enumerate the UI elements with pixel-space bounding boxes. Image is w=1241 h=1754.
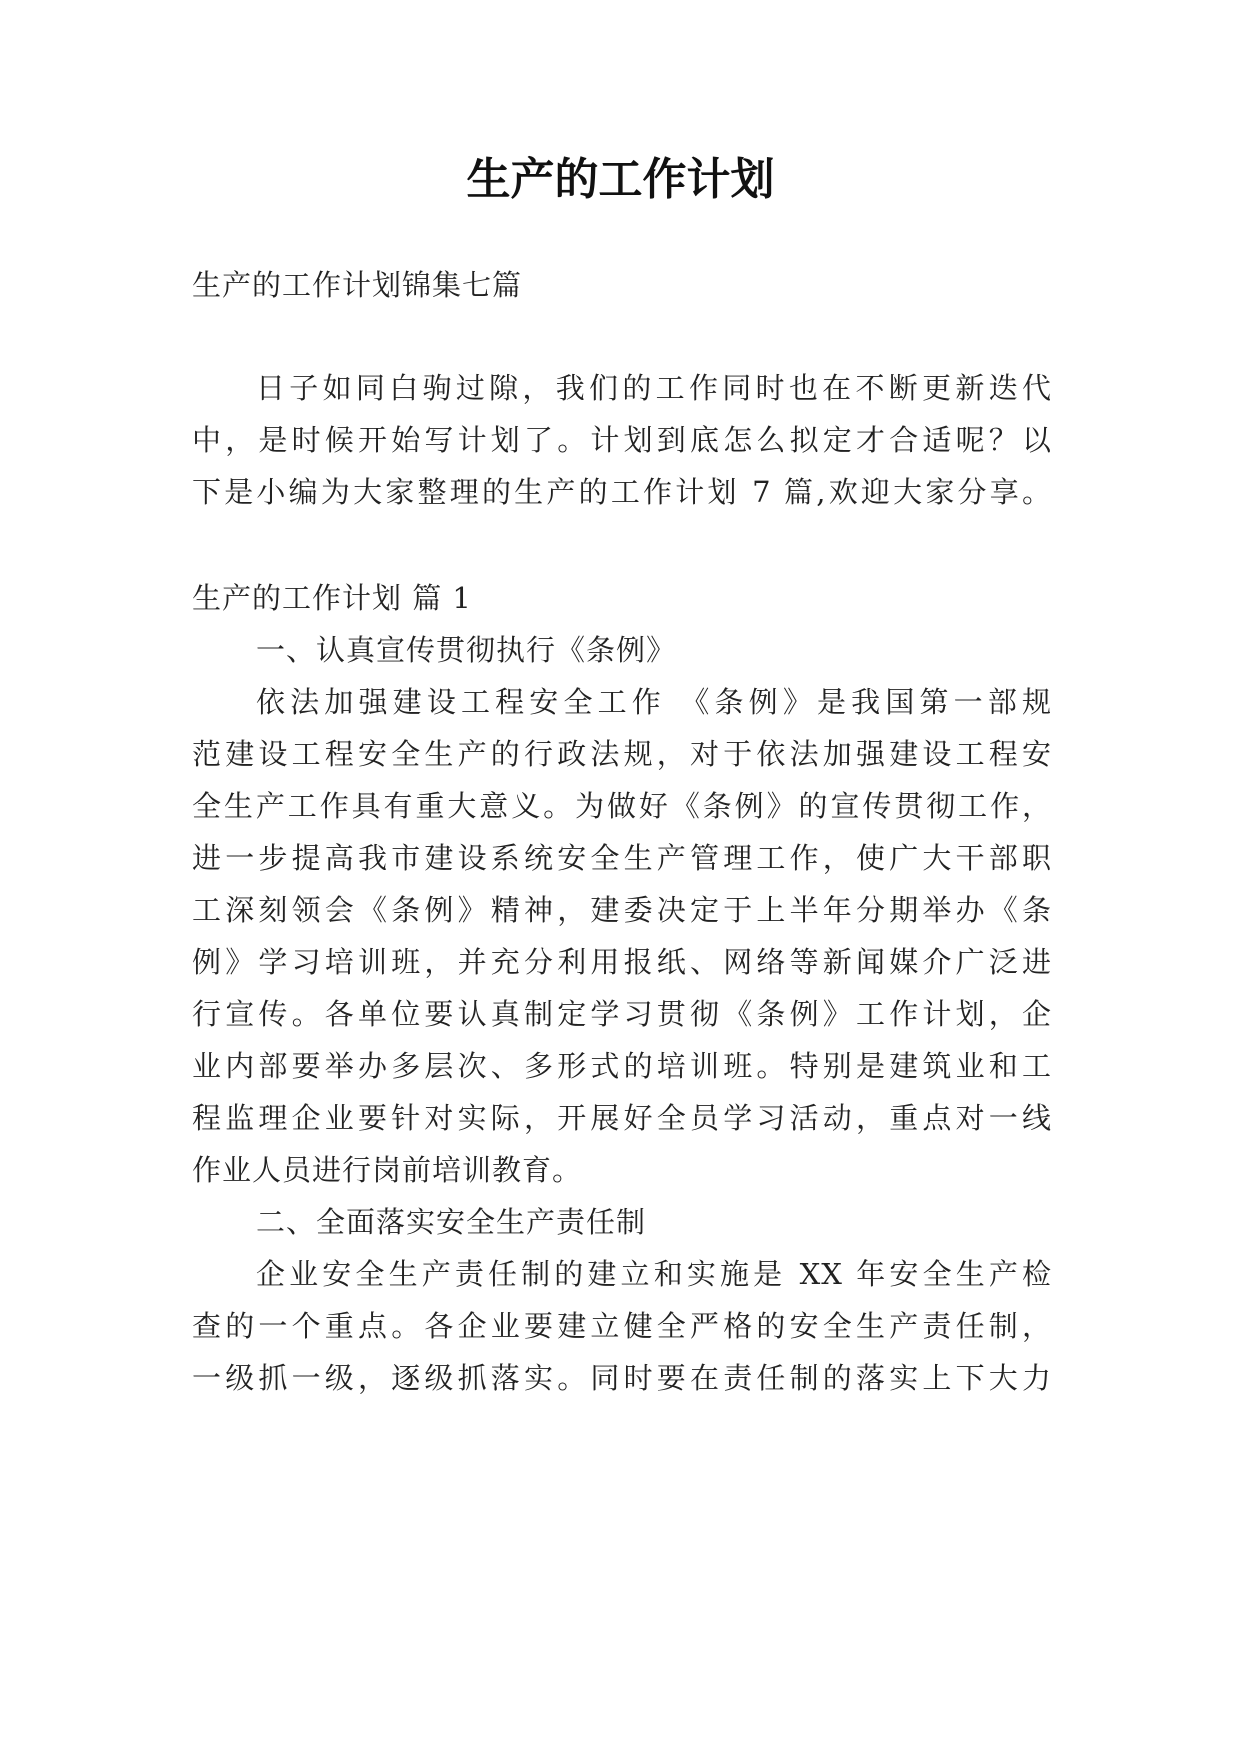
subtitle-line: 生产的工作计划锦集七篇 <box>192 268 523 302</box>
paragraph-line: 例》学习培训班，并充分利用报纸、网络等新闻媒介广泛进 <box>192 945 1052 979</box>
paragraph-line: 范建设工程安全生产的行政法规，对于依法加强建设工程安 <box>192 737 1052 771</box>
paragraph-line: 依法加强建设工程安全工作 《条例》是我国第一部规 <box>256 685 1052 719</box>
paragraph-line: 企业安全生产责任制的建立和实施是 XX 年安全生产检 <box>256 1257 1052 1291</box>
paragraph-line: 下是小编为大家整理的生产的工作计划 7 篇,欢迎大家分享。 <box>192 475 1052 509</box>
section-heading: 生产的工作计划 篇 1 <box>192 581 472 615</box>
paragraph-line: 一级抓一级，逐级抓落实。同时要在责任制的落实上下大力 <box>192 1361 1052 1395</box>
paragraph-line: 工深刻领会《条例》精神，建委决定于上半年分期举办《条 <box>192 893 1052 927</box>
paragraph-line: 全生产工作具有重大意义。为做好《条例》的宣传贯彻工作， <box>192 789 1052 823</box>
paragraph-line: 业内部要举办多层次、多形式的培训班。特别是建筑业和工 <box>192 1049 1052 1083</box>
subsection-heading: 二、全面落实安全生产责任制 <box>256 1205 647 1239</box>
paragraph-line: 作业人员进行岗前培训教育。 <box>192 1153 583 1187</box>
paragraph-line: 中，是时候开始写计划了。计划到底怎么拟定才合适呢？以 <box>192 423 1052 457</box>
subsection-heading: 一、认真宣传贯彻执行《条例》 <box>256 633 677 667</box>
document-title: 生产的工作计划 <box>466 154 775 205</box>
paragraph-line: 程监理企业要针对实际，开展好全员学习活动，重点对一线 <box>192 1101 1052 1135</box>
paragraph-line: 进一步提高我市建设系统安全生产管理工作，使广大干部职 <box>192 841 1052 875</box>
paragraph-line: 日子如同白驹过隙，我们的工作同时也在不断更新迭代 <box>256 371 1052 405</box>
paragraph-line: 查的一个重点。各企业要建立健全严格的安全生产责任制， <box>192 1309 1052 1343</box>
paragraph-line: 行宣传。各单位要认真制定学习贯彻《条例》工作计划，企 <box>192 997 1052 1031</box>
